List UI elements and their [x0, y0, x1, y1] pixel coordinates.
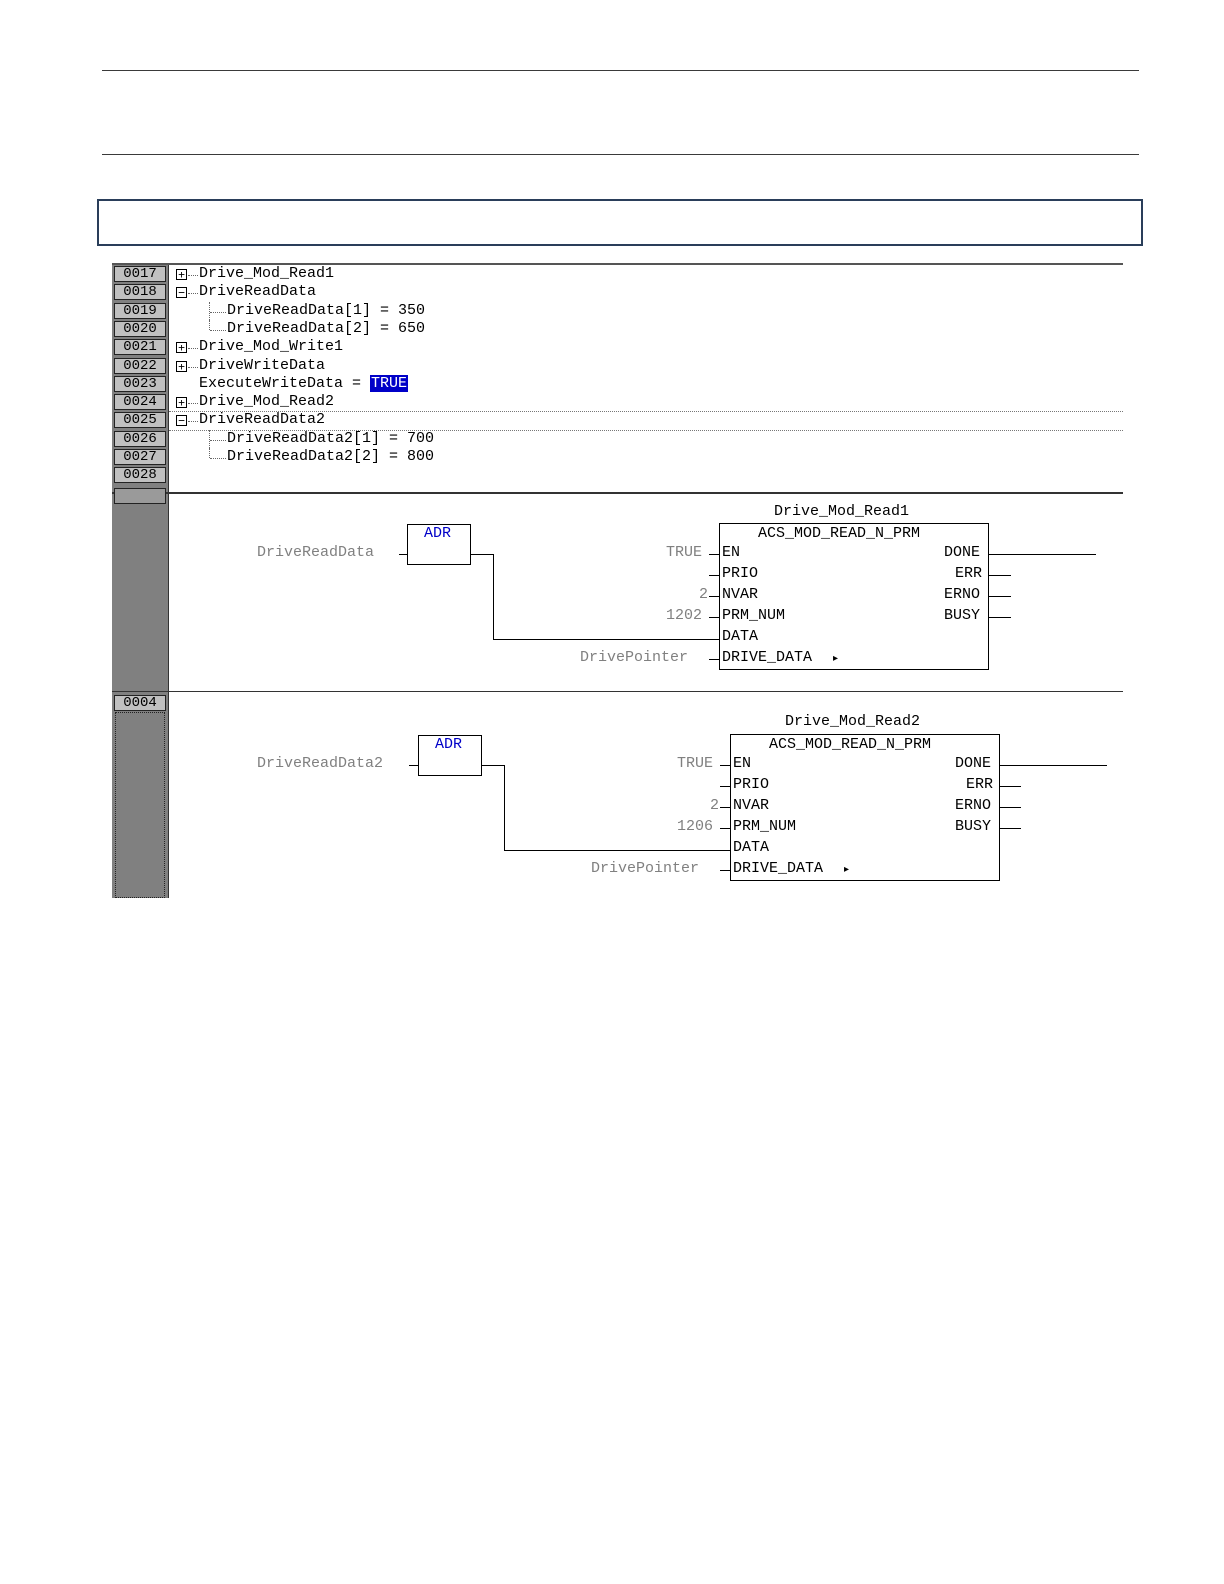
tree-item-label — [199, 375, 408, 393]
network-2 — [112, 692, 1123, 898]
pin-done: DONE — [944, 544, 981, 561]
selected-value[interactable]: TRUE — [371, 374, 408, 392]
tree-item-label — [199, 283, 316, 301]
network-number[interactable]: 0004 — [114, 695, 166, 711]
tree-row[interactable] — [112, 265, 1123, 283]
prio-wire — [720, 786, 730, 787]
adr-input-variable[interactable]: DriveReadData2 — [257, 755, 384, 772]
tree-item-label — [199, 411, 325, 429]
pin-prm-num: PRM_NUM — [733, 818, 797, 835]
collapse-icon[interactable]: − — [176, 287, 187, 298]
tree-item-label — [199, 357, 325, 375]
pin-nvar: NVAR — [733, 797, 770, 814]
line-number: 0020 — [114, 321, 166, 337]
adr-input-variable[interactable]: DriveReadData — [257, 544, 375, 561]
line-number: 0026 — [114, 431, 166, 447]
tree-item-text: ExecuteWriteData = — [199, 374, 371, 392]
err-wire — [1000, 786, 1021, 787]
instance-name[interactable]: Drive_Mod_Read1 — [774, 503, 910, 520]
inout-arrow-icon: ▸ — [844, 864, 850, 875]
line-number: 0022 — [114, 358, 166, 374]
tree-connector — [188, 348, 198, 349]
busy-wire — [1000, 828, 1021, 829]
pin-busy: BUSY — [944, 607, 981, 624]
erno-wire — [989, 596, 1011, 597]
top-rule — [102, 70, 1139, 71]
adr-output-wire — [482, 765, 504, 766]
tree-connector — [209, 302, 210, 320]
pin-prm-num: PRM_NUM — [722, 607, 786, 624]
tree-row[interactable] — [112, 411, 1123, 429]
tree-item-label — [199, 265, 334, 283]
expand-icon[interactable]: + — [176, 397, 187, 408]
nvar-wire — [720, 807, 730, 808]
collapse-icon[interactable]: − — [176, 415, 187, 426]
pin-err: ERR — [955, 565, 983, 582]
pin-erno: ERNO — [944, 586, 981, 603]
instance-name[interactable]: Drive_Mod_Read2 — [785, 713, 921, 730]
tree-item-text: Drive_Mod_Read1 — [199, 265, 335, 282]
data-wire — [504, 850, 730, 851]
tree-item-text: DriveReadData2[1] = 700 — [227, 429, 435, 447]
function-block-type: ACS_MOD_READ_N_PRM — [758, 525, 921, 542]
caption-box — [97, 199, 1143, 246]
drive-data-wire — [709, 659, 719, 660]
pin-en: EN — [733, 755, 752, 772]
tree-row[interactable] — [112, 302, 1123, 320]
adr-to-data-wire — [504, 765, 505, 850]
tree-connector — [210, 312, 226, 313]
tree-row[interactable] — [112, 430, 1123, 448]
line-number: 0027 — [114, 449, 166, 465]
en-wire — [720, 765, 730, 766]
row-focus-outline — [169, 411, 1123, 412]
tree-item-text: DriveReadData[1] = 350 — [227, 301, 426, 319]
pin-data: DATA — [722, 628, 759, 645]
pin-prio: PRIO — [722, 565, 759, 582]
pin-done: DONE — [955, 755, 992, 772]
drive-data-value[interactable]: DrivePointer — [591, 860, 700, 877]
tree-row[interactable] — [112, 448, 1123, 466]
drive-data-wire — [720, 870, 730, 871]
en-value[interactable]: TRUE — [677, 755, 714, 772]
line-number: 0019 — [114, 303, 166, 319]
nvar-value[interactable]: 2 — [699, 586, 709, 603]
adr-label: ADR — [424, 525, 452, 542]
line-number: 0025 — [114, 412, 166, 428]
tree-row[interactable] — [112, 357, 1123, 375]
tree-item-text: Drive_Mod_Read2 — [199, 393, 335, 411]
nvar-value[interactable]: 2 — [710, 797, 720, 814]
tree-item-label — [199, 393, 334, 411]
pin-nvar: NVAR — [722, 586, 759, 603]
prm-num-value[interactable]: 1202 — [666, 607, 703, 624]
tree-row[interactable] — [112, 320, 1123, 338]
pin-err: ERR — [966, 776, 994, 793]
line-number: 0018 — [114, 284, 166, 300]
en-value[interactable]: TRUE — [666, 544, 703, 561]
tree-item-label — [199, 338, 343, 356]
adr-label: ADR — [435, 736, 463, 753]
tree-item-label — [227, 302, 425, 320]
tree-item-text: DriveReadData[2] = 650 — [227, 319, 426, 337]
pin-en: EN — [722, 544, 741, 561]
tree-item-label — [227, 448, 434, 466]
network-1 — [112, 494, 1123, 691]
tree-connector — [209, 320, 210, 330]
tree-connector — [188, 367, 198, 368]
pin-erno: ERNO — [955, 797, 992, 814]
data-wire — [493, 639, 719, 640]
line-number: 0017 — [114, 266, 166, 282]
header-rule — [102, 154, 1139, 155]
tree-row[interactable] — [112, 283, 1123, 301]
adr-input-wire — [399, 554, 407, 555]
tree-row[interactable] — [112, 466, 1123, 484]
pin-busy: BUSY — [955, 818, 992, 835]
tree-connector — [188, 275, 198, 276]
adr-output-wire — [471, 554, 493, 555]
tree-connector — [210, 330, 226, 331]
line-number: 0023 — [114, 376, 166, 392]
expand-icon[interactable]: + — [176, 342, 187, 353]
tree-connector — [188, 293, 198, 294]
tree-item-text: DriveReadData2[2] = 800 — [227, 448, 435, 465]
tree-item-text: DriveReadData — [199, 283, 317, 301]
pin-drive-data: DRIVE_DATA — [733, 860, 824, 877]
prm-num-wire — [720, 828, 730, 829]
adr-to-data-wire — [493, 554, 494, 639]
err-wire — [989, 575, 1011, 576]
tree-connector — [210, 440, 226, 441]
erno-wire — [1000, 807, 1021, 808]
drive-data-value[interactable]: DrivePointer — [580, 649, 689, 666]
tree-item-label — [227, 430, 434, 448]
prm-num-value[interactable]: 1206 — [677, 818, 714, 835]
tree-item-text: Drive_Mod_Write1 — [199, 338, 344, 356]
nvar-wire — [709, 596, 719, 597]
done-wire — [989, 554, 1096, 555]
prm-num-wire — [709, 617, 719, 618]
done-wire — [1000, 765, 1107, 766]
tree-row[interactable] — [112, 393, 1123, 411]
line-number: 0028 — [114, 467, 166, 483]
network-number — [114, 488, 166, 504]
pin-data: DATA — [733, 839, 770, 856]
tree-connector — [209, 430, 210, 448]
prio-wire — [709, 575, 719, 576]
line-number: 0021 — [114, 339, 166, 355]
expand-icon[interactable]: + — [176, 361, 187, 372]
expand-icon[interactable]: + — [176, 269, 187, 280]
tree-connector — [188, 421, 198, 422]
tree-connector — [188, 403, 198, 404]
plc-editor-screenshot — [112, 263, 1123, 898]
tree-row[interactable] — [112, 375, 1123, 393]
en-wire — [709, 554, 719, 555]
tree-connector — [210, 458, 226, 459]
function-block-type: ACS_MOD_READ_N_PRM — [769, 736, 932, 753]
tree-connector — [209, 448, 210, 458]
line-number: 0024 — [114, 394, 166, 410]
tree-item-text: DriveWriteData — [199, 356, 326, 374]
tree-item-text: DriveReadData2 — [199, 411, 326, 429]
inout-arrow-icon: ▸ — [833, 653, 839, 664]
adr-input-wire — [409, 765, 418, 766]
pin-prio: PRIO — [733, 776, 770, 793]
network-gutter-selection — [115, 712, 165, 898]
tree-item-label — [227, 320, 425, 338]
busy-wire — [989, 617, 1011, 618]
tree-row[interactable] — [112, 338, 1123, 356]
pin-drive-data: DRIVE_DATA — [722, 649, 813, 666]
